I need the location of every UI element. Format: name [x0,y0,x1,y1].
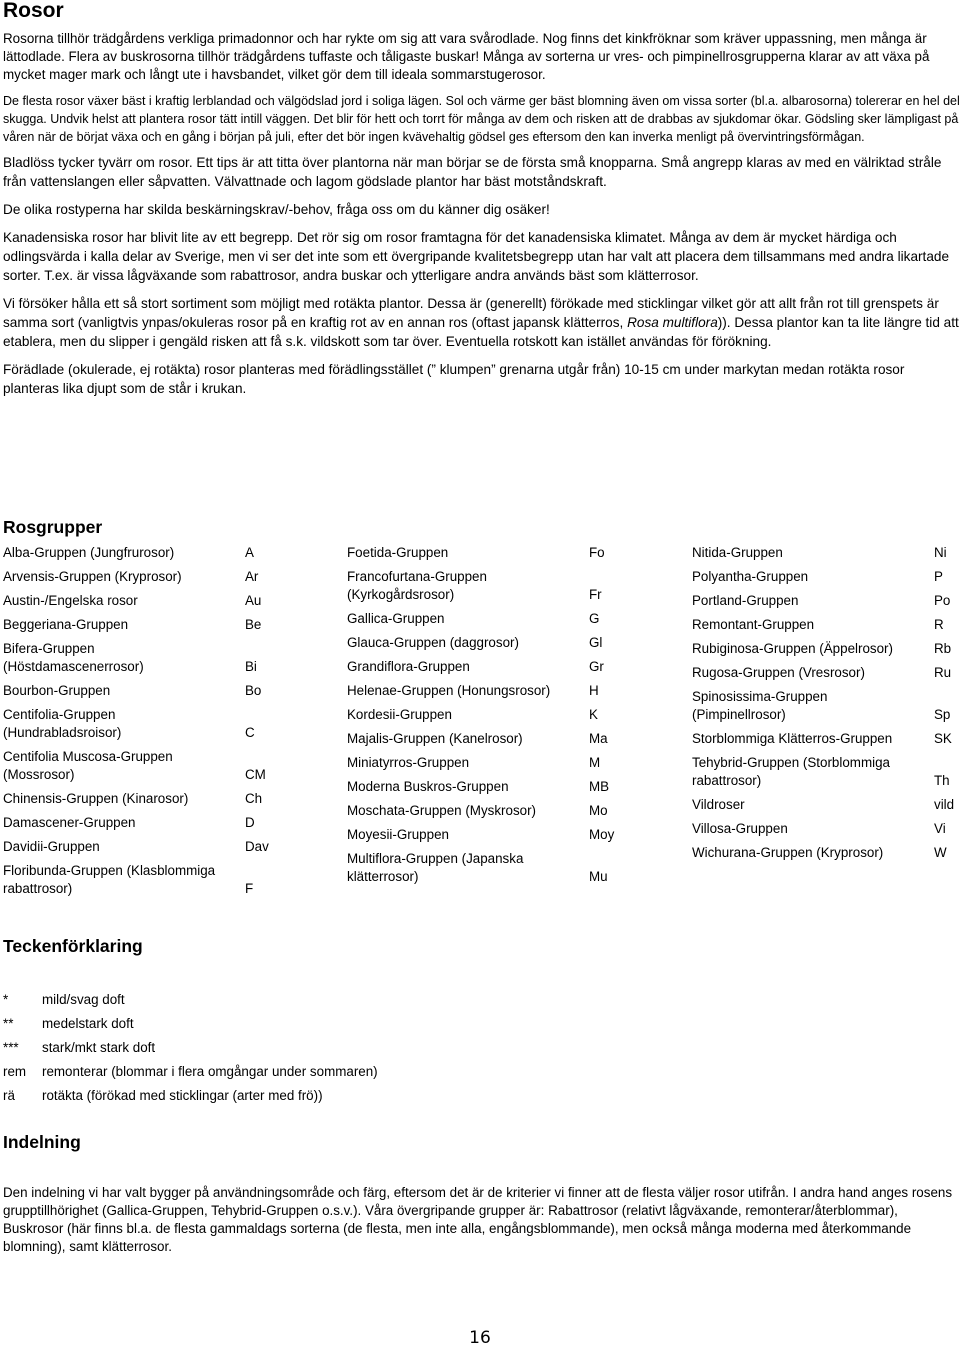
rosgrupp-item [347,568,647,604]
rosgrupp-name: Floribunda-Gruppen (Klasblommiga rabattrosor) [3,863,216,896]
legend-symbol: rä [3,1088,15,1103]
rosgrupp-code: Au [245,593,262,608]
rosgrupp-item [3,862,303,898]
rosgrupp-item [692,820,960,838]
rosgrupp-name: Francofurtana-Gruppen (Kyrkogårdsrosor) [347,569,487,602]
rosgrupp-code: Th [934,773,950,788]
rosgrupp-name: Bifera-Gruppen (Höstdamascenerrosor) [3,641,144,674]
legend-symbol: ** [3,1016,14,1031]
rosgrupp-item [3,748,303,784]
intro-text: Vi försöker hålla ett så stort sortiment som möjligt med rotäkta plantor. Dessa är (generellt) förökade med sticklingar vilket gör att allt från rot till grenspets är samma sort (vanligtvis ynpas/okuleras rosor på en kraftig rot av en annan ros (oftast japansk klätterros, [3,296,939,330]
rosgrupp-name: Tehybrid-Gruppen (Storblommiga rabattrosor) [692,755,890,788]
intro-paragraph: Rosorna tillhör trädgårdens verkliga primadonnor och har rykte om sig att vara svårodlade. Nog finns det kinkfröknar som kräver uppassning, men många är lättodlade. Flera av buskrosorna tillhör trädgårdens tuffaste och tåligaste buskar! Många av sorterna ur vres- och pimpinellrosgrupperna klarar av att växa på mycket mager mark och långt ute i havsbandet, vilket gör dem till ideala sommarstugerosor. [3,31,930,82]
rosgrupp-item [692,592,960,610]
rosgrupp-item [347,778,647,796]
rosgrupp-code: Ch [245,791,263,806]
rosgrupp-code: G [589,611,600,626]
rosgrupp-code: CM [245,767,266,782]
rosgrupp-name: Arvensis-Gruppen (Kryprosor) [3,569,182,584]
rosgrupp-item [3,838,303,856]
intro-section [3,30,960,407]
rosgrupp-name: Polyantha-Gruppen [692,569,809,584]
rosgrupp-item [3,682,303,700]
intro-paragraph [3,294,960,351]
rosgrupp-item [347,634,647,652]
intro-paragraph: Bladlöss tycker tyvärr om rosor. Ett tips är att titta över plantorna när man börjar se de första små knopparna. Små angrepp klaras av med en välriktad stråle från vattenslangen eller såpvatten. Välvattnade och lagom gödslade plantor har bäst motståndskraft. [3,155,942,189]
rosgrupp-item [347,658,647,676]
rosgrupp-code: H [589,683,599,698]
rosgrupp-name: Beggeriana-Gruppen [3,617,129,632]
rosgrupp-name: Grandiflora-Gruppen [347,659,470,674]
rosgrupp-item [692,730,960,748]
rosgrupp-code: Ni [934,545,947,560]
rosgrupp-item [347,826,647,844]
rosgrupp-item [692,688,960,724]
rosgrupp-name: Bourbon-Gruppen [3,683,111,698]
rosgrupp-name: Helenae-Gruppen (Honungsrosor) [347,683,551,698]
rosgrupp-code: Ma [589,731,608,746]
rosgrupp-code: F [245,881,254,896]
rosgrupp-code: MB [589,779,610,794]
rosgrupp-code: W [934,845,947,860]
rosgrupp-item [692,754,960,790]
rosgrupp-name: Davidii-Gruppen [3,839,100,854]
rosgrupp-item [347,544,647,562]
legend-text: rotäkta (förökad med sticklingar (arter med frö)) [42,1088,323,1103]
rosgrupp-item [347,730,647,748]
legend-text: remonterar (blommar i flera omgångar under sommaren) [42,1064,378,1079]
rosgrupp-name: Spinosissima-Gruppen (Pimpinellrosor) [692,689,828,722]
rosgrupper-heading: Rosgrupper [3,517,103,537]
rosgrupp-code: Mo [589,803,608,818]
rosgrupp-code: P [934,569,943,584]
legend-text: medelstark doft [42,1016,134,1031]
rosgrupp-item [3,640,303,676]
rosgrupp-code: Sp [934,707,951,722]
rosgrupp-name: Moyesii-Gruppen [347,827,449,842]
legend-symbol: rem [3,1064,27,1079]
intro-text: )). Dessa plantor kan ta lite längre tid att etablera, men du slipper i gengäld risken att få s.k. vildskott som tar över. Eventuella rotskott kan istället användas för förökning. [3,315,959,349]
rosgrupp-code: Mu [589,869,608,884]
rosgrupp-name: Moderna Buskros-Gruppen [347,779,509,794]
rosgrupp-item [3,544,303,562]
rosgrupp-name: Portland-Gruppen [692,593,799,608]
rosgrupp-name: Storblommiga Klätterros-Gruppen [692,731,893,746]
rosgrupp-code: K [589,707,598,722]
rosgrupp-code: Dav [245,839,269,854]
legend-symbol: *** [3,1040,19,1055]
rosgrupp-code: Bi [245,659,257,674]
rosgrupp-code: Moy [589,827,615,842]
rosgrupp-name: Gallica-Gruppen [347,611,445,626]
rosgrupp-name: Centifolia-Gruppen (Hundrabladsroisor) [3,707,122,740]
rosgrupp-code: C [245,725,255,740]
rosgrupp-name: Chinensis-Gruppen (Kinarosor) [3,791,189,806]
rosgrupp-code: R [934,617,944,632]
rosgrupp-item [3,568,303,586]
rosgrupp-item [347,802,647,820]
intro-italic-text: Rosa multiflora [627,315,718,330]
rosgrupp-name: Rubiginosa-Gruppen (Äppelrosor) [692,641,893,656]
rosgrupp-item [3,790,303,808]
rosgrupp-name: Centifolia Muscosa-Gruppen (Mossrosor) [3,749,173,782]
rosgrupp-code: Gr [589,659,604,674]
rosgrupp-item [3,592,303,610]
rosgrupp-item [692,844,960,862]
rosgrupp-name: Remontant-Gruppen [692,617,815,632]
teckenforklaring-heading: Teckenförklaring [3,936,143,956]
rosgrupp-name: Miniatyrros-Gruppen [347,755,470,770]
intro-paragraph: Kanadensiska rosor har blivit lite av ett begrepp. Det rör sig om rosor framtagna för det kanadensiska klimatet. Många av dem är mycket härdiga och odlingsvärda i kalla delar av Sverige, men vi ser det inte som ett övergripande kvalitetsbegrepp utan har valt att placera dem tillsammans med andra likartade sorter. T.ex. är vissa lågväxande som rabattrosor, andra buskar och ytterligare andra används bäst som klätterrosor. [3,230,950,283]
rosgrupp-code: Bo [245,683,262,698]
rosgrupp-item [692,568,960,586]
rosgrupp-item [347,850,647,886]
rosgrupp-name: Majalis-Gruppen (Kanelrosor) [347,731,523,746]
rosgrupp-name: Glauca-Gruppen (daggrosor) [347,635,519,650]
rosgrupp-code: Fo [589,545,605,560]
intro-paragraph: De flesta rosor växer bäst i kraftig lerblandad och välgödslad jord i soliga lägen. Sol och värme ger bäst blomning även om vissa sorter (bl.a. albarosorna) tolererar en hel del skugga. Undvik helst att plantera rosor tätt intill väggen. Det blir för hett och torrt för många av dem och risken att de drabbas av sjukdomar ökar. Gödsling sker lämpligast på våren när de börjat växa och en gång i början på juli, efter det bör ingen kvävehaltig gödsel ges eftersom den kan inverka menligt på övervintringsförmågan. [3,93,960,144]
rosgrupp-code: Rb [934,641,952,656]
legend-text: stark/mkt stark doft [42,1040,156,1055]
rosgrupp-name: Wichurana-Gruppen (Kryprosor) [692,845,884,860]
rosgrupp-item [347,706,647,724]
rosgrupp-name: Alba-Gruppen (Jungfrurosor) [3,545,175,560]
legend-symbol: * [3,992,9,1007]
rosgrupp-item [347,682,647,700]
rosgrupp-item [3,814,303,832]
rosgrupp-item [692,616,960,634]
rosgrupp-name: Rugosa-Gruppen (Vresrosor) [692,665,865,680]
rosgrupp-name: Foetida-Gruppen [347,545,449,560]
rosgrupp-item [347,610,647,628]
rosgrupp-item [3,616,303,634]
rosgrupp-item [692,796,960,814]
page-title: Rosor [3,0,64,22]
rosgrupp-code: SK [934,731,952,746]
indelning-paragraph: Den indelning vi har valt bygger på användningsområde och färg, eftersom det är de kriterier vi finner att de flesta väljer rosor utifrån. I andra hand anges rosens grupptillhörighet (Gallica-Gruppen, Tehybrid-Gruppen o.s.v.). Våra övergripande grupper är: Rabattrosor (relativt lågväxande, remonterar/återblommar), Buskrosor (här finns bl.a. de flesta gammaldags sorterna (de flesta, men inte alla, engångsblommande), men också många moderna med återkommande blomning), samt klätterrosor. [3,1185,953,1254]
rosgrupp-code: Be [245,617,262,632]
intro-paragraph: De olika rostyperna har skilda beskärningskrav/-behov, fråga oss om du känner dig osäker! [3,202,550,217]
rosgrupp-item [3,706,303,742]
rosgrupp-code: Po [934,593,951,608]
rosgrupp-name: Villosa-Gruppen [692,821,788,836]
intro-paragraph: Förädlade (okulerade, ej rotäkta) rosor planteras med förädlingsstället (” klumpen” grenarna utgår från) 10-15 cm under markytan medan rotäkta rosor planteras lika djupt som de står i krukan. [3,362,905,396]
rosgrupp-code: D [245,815,255,830]
rosgrupp-code: Gl [589,635,603,650]
rosgrupp-code: Ru [934,665,952,680]
rosgrupp-code: M [589,755,601,770]
page-number: 16 [469,1328,491,1348]
rosgrupp-name: Multiflora-Gruppen (Japanska klätterrosor) [347,851,524,884]
rosgrupp-item [347,754,647,772]
rosgrupp-code: A [245,545,254,560]
rosgrupp-code: vild [934,797,955,812]
legend-text: mild/svag doft [42,992,125,1007]
rosgrupp-name: Moschata-Gruppen (Myskrosor) [347,803,537,818]
rosgrupp-item [692,664,960,682]
rosgrupp-name: Nitida-Gruppen [692,545,783,560]
rosgrupp-item [692,640,960,658]
rosgrupp-code: Fr [589,587,602,602]
rosgrupp-name: Damascener-Gruppen [3,815,136,830]
rosgrupp-name: Kordesii-Gruppen [347,707,452,722]
rosgrupp-item [692,544,960,562]
rosgrupp-code: Vi [934,821,946,836]
rosgrupp-code: Ar [245,569,259,584]
rosgrupp-name: Vildroser [692,797,745,812]
indelning-heading: Indelning [3,1132,81,1152]
rosgrupp-name: Austin-/Engelska rosor [3,593,138,608]
